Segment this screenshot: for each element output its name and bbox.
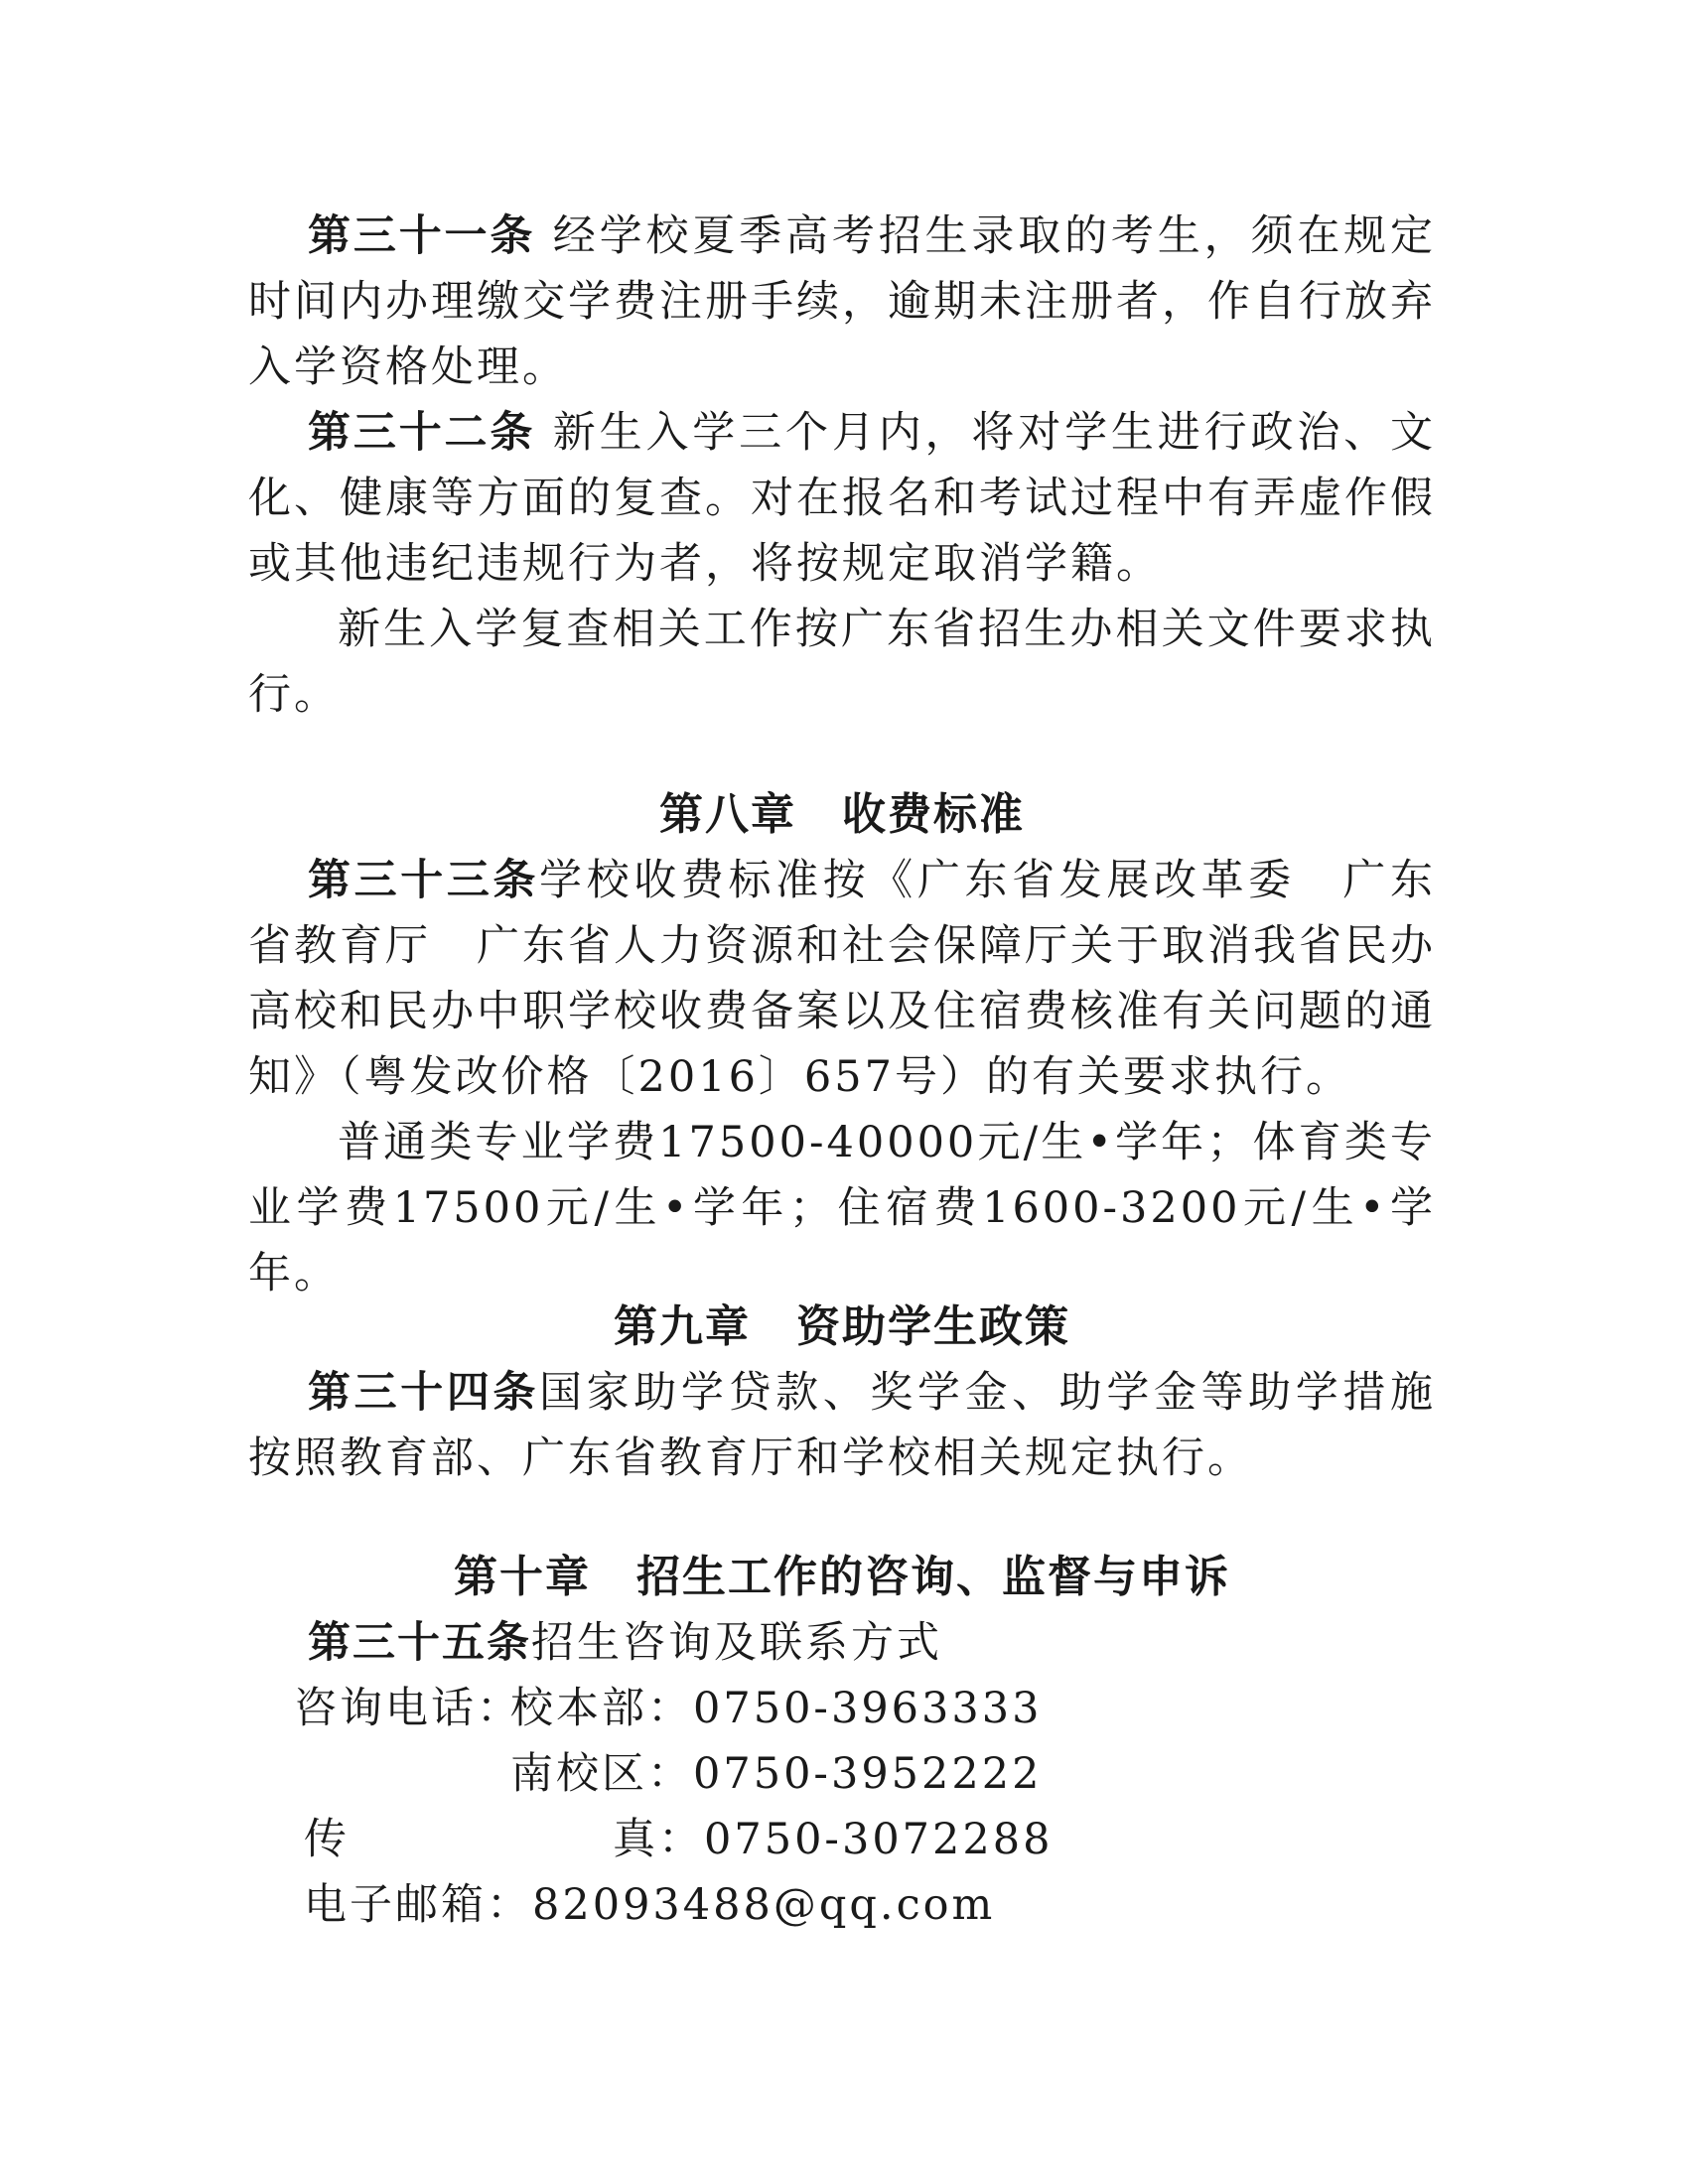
article-31 xyxy=(248,204,1436,400)
article-35-text: 招生咨询及联系方式 xyxy=(531,1618,942,1668)
article-32 xyxy=(248,400,1436,597)
article-33-text: 学校收费标准按《广东省发展改革委 广东省教育厅 广东省人力资源和社会保障厅关于取消我省民办高校和民办中职学校收费备案以及住宿费核准有关问题的通知》（粤发改价格〔2016〕657号）的有关要求执行。 xyxy=(248,856,1437,1102)
article-33-lead: 第三十三条 xyxy=(308,856,540,905)
article-31-lead: 第三十一条 xyxy=(308,211,536,261)
article-34-text: 国家助学贷款、奖学金、助学金等助学措施按照教育部、广东省教育厅和学校相关规定执行。 xyxy=(248,1368,1437,1483)
article-32-note: 新生入学复查相关工作按广东省招生办相关文件要求执行。 xyxy=(248,605,1436,720)
fee-standards: 普通类专业学费17500-40000元/生•学年；体育类专业学费17500元/生•学年；住宿费1600-3200元/生•学年。 xyxy=(248,1118,1436,1298)
article-34 xyxy=(248,1360,1436,1491)
chapter-10-title: 第十章 招生工作的咨询、监督与申诉 xyxy=(454,1552,1230,1602)
article-33 xyxy=(248,848,1436,1110)
article-32-text: 新生入学三个月内，将对学生进行政治、文化、健康等方面的复查。对在报名和考试过程中有弄虚作假或其他违纪违规行为者，将按规定取消学籍。 xyxy=(248,408,1437,589)
article-35 xyxy=(248,1610,1436,1676)
main-campus-phone: 校本部：0750-3963333 xyxy=(510,1684,1043,1733)
fax-number: 真：0750-3072288 xyxy=(613,1815,1054,1864)
article-31-text: 经学校夏季高考招生录取的考生，须在规定时间内办理缴交学费注册手续，逾期未注册者，作自行放弃入学资格处理。 xyxy=(248,211,1437,392)
chapter-8-title: 第八章 收费标准 xyxy=(659,789,1025,840)
email: 电子邮箱：82093488@qq.com xyxy=(304,1880,996,1930)
phone-label: 咨询电话： xyxy=(294,1684,522,1733)
fax-label: 传 xyxy=(304,1815,350,1864)
article-35-lead: 第三十五条 xyxy=(308,1618,531,1668)
article-32-lead: 第三十二条 xyxy=(308,408,536,458)
article-34-lead: 第三十四条 xyxy=(308,1368,540,1418)
south-campus-phone: 南校区：0750-3952222 xyxy=(510,1749,1043,1799)
chapter-9-title: 第九章 资助学生政策 xyxy=(614,1301,1070,1352)
